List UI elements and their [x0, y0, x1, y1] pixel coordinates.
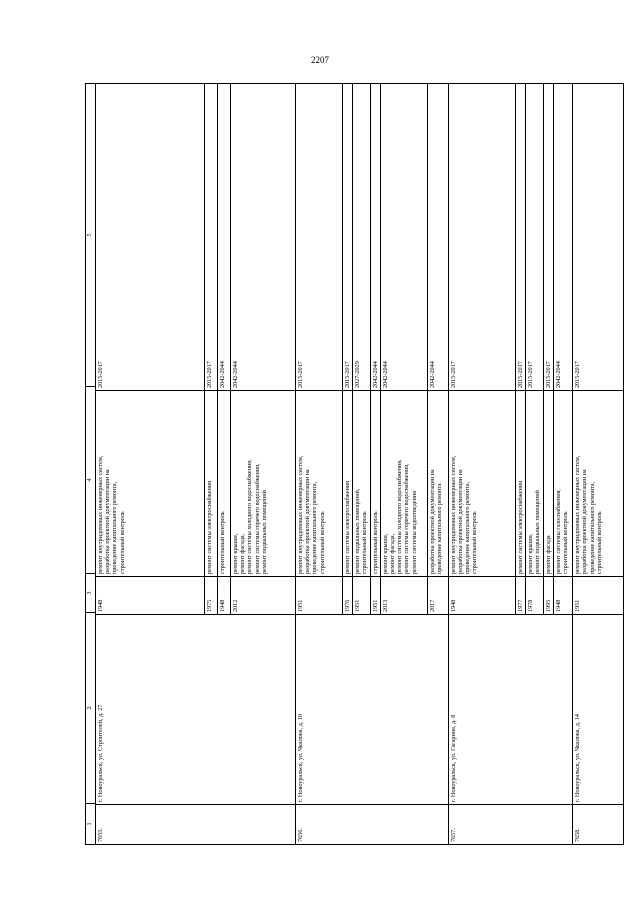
page-number: 2207: [311, 55, 329, 65]
record-address: г. Новоуральск, ул. Гагарина, д. 8: [449, 614, 572, 804]
work-line: разработка проектной документации на: [581, 469, 589, 574]
item-period: 2042-2044: [428, 361, 436, 388]
item-period: 2015-2017: [449, 361, 457, 388]
item-row: [449, 84, 515, 614]
item-row: [96, 84, 204, 614]
item-year: 1951: [296, 576, 342, 614]
item-year: 1948: [449, 576, 515, 614]
record-items: [449, 84, 572, 614]
item-period: 2015-2017: [206, 361, 213, 388]
work-line: ремонт внутридомовых инженерных систем,: [574, 455, 582, 574]
item-row: [525, 84, 543, 614]
work-line: ремонт системы электроснабжения: [344, 481, 351, 574]
table-row: [96, 84, 295, 844]
record-address: г. Новоуральск, ул. Чкалова, д. 10: [296, 614, 448, 804]
work-line: ремонт фасада: [545, 535, 553, 574]
item-work: [205, 390, 217, 576]
item-year: 2017: [428, 576, 448, 614]
item-row: [342, 84, 352, 614]
item-period: 2042-2044: [371, 361, 379, 388]
header-col-4: 4: [86, 386, 95, 573]
item-period: 2042-2044: [381, 361, 389, 388]
work-line: ремонт системы холодного водоснабжения,: [396, 459, 404, 574]
work-line: ремонт подвальных помещений: [534, 490, 542, 574]
item-work: [544, 390, 553, 576]
work-line: ремонт фасада,: [389, 533, 397, 574]
item-period: 2042-2044: [219, 361, 226, 388]
work-line: ремонт системы горячего водоснабжения,: [253, 463, 261, 574]
record-items: [573, 84, 623, 614]
header-col-1: 1: [86, 803, 95, 844]
work-line: строительный контроль: [118, 511, 126, 574]
item-row: [380, 84, 427, 614]
item-year: 1951: [371, 576, 380, 614]
header-col-3: 3: [86, 573, 95, 612]
work-line: разработка проектной документации на: [428, 469, 436, 574]
item-year: 1948: [218, 576, 230, 614]
item-period: 2042-2044: [232, 361, 239, 388]
work-line: разработка проектной документации на: [104, 469, 112, 574]
work-line: ремонт внутридомовых инженерных систем,: [297, 455, 304, 574]
item-year: 1975: [205, 576, 217, 614]
item-year: 1978: [526, 576, 543, 614]
work-line: ремонт крыши,: [381, 533, 389, 574]
work-line: строительный контроль: [318, 511, 326, 574]
record-number: 7655.: [96, 804, 295, 844]
item-work: [516, 390, 525, 576]
work-line: строительный контроль: [361, 511, 369, 574]
item-year: 2012: [231, 576, 295, 614]
repair-schedule-table: [85, 83, 605, 845]
rotated-table-wrapper: [85, 83, 605, 845]
work-line: ремонт крыши,: [527, 533, 535, 574]
work-line: проведение капитального ремонта,: [588, 481, 596, 574]
item-period: 2015-2017: [516, 361, 524, 388]
item-row: [296, 84, 342, 614]
work-line: строительный контроль: [595, 511, 603, 574]
record-items: [96, 84, 295, 614]
item-work: [573, 390, 623, 576]
work-line: ремонт внутридомовых инженерных систем,: [449, 455, 457, 574]
item-period: 2015-2017: [344, 361, 351, 388]
work-line: ремонт системы газоснабжения,: [555, 489, 563, 574]
record-number: 7657.: [449, 804, 572, 844]
item-row: [553, 84, 572, 614]
work-line: ремонт подвальных помещений: [260, 490, 268, 574]
record-address: г. Новоуральск, ул. Чкалова, д. 14: [573, 614, 623, 804]
work-line: ремонт системы горячего водоснабжения,: [403, 463, 411, 574]
item-year: 2013: [381, 576, 427, 614]
item-row: [427, 84, 448, 614]
item-work: [428, 390, 448, 576]
table-row: [448, 84, 572, 844]
item-work: [449, 390, 515, 576]
work-line: проведение капитального ремонта: [436, 483, 444, 574]
work-line: строительный контроль: [371, 511, 379, 574]
table-row: [572, 84, 623, 844]
item-row: [217, 84, 230, 614]
item-work: [554, 390, 572, 576]
work-line: разработка проектной документации на: [457, 469, 465, 574]
item-period: 2015-2017: [97, 361, 104, 388]
work-line: ремонт подвальных помещений,: [354, 488, 362, 574]
table-row: [295, 84, 448, 844]
item-work: [218, 390, 230, 576]
item-row: [352, 84, 369, 614]
header-col-5: 5: [87, 233, 93, 237]
item-year: 1995: [544, 576, 553, 614]
work-line: строительный контроль: [219, 511, 226, 574]
item-work: [353, 390, 369, 576]
item-work: [381, 390, 427, 576]
record-number: 7656.: [296, 804, 448, 844]
item-period: 2015-2017: [527, 361, 535, 388]
record-number: 7658.: [573, 804, 623, 844]
item-year: 1977: [516, 576, 525, 614]
item-year: 1951: [573, 576, 623, 614]
item-period: 2015-2017: [545, 361, 553, 388]
item-work: [526, 390, 543, 576]
record-address: г. Новоуральск, ул. Строителей, д. 27: [96, 614, 295, 804]
item-work: [371, 390, 380, 576]
table-body: [95, 83, 624, 845]
item-work: [231, 390, 295, 576]
work-line: проведение капитального ремонта,: [311, 481, 319, 574]
work-line: строительный контроль: [562, 511, 570, 574]
work-line: проведение капитального ремонта,: [111, 481, 119, 574]
work-line: ремонт системы электроснабжения: [206, 481, 213, 574]
item-row: [370, 84, 380, 614]
item-row: [204, 84, 217, 614]
item-year: 1976: [343, 576, 352, 614]
work-line: проведение капитального ремонта,: [464, 481, 472, 574]
item-period: 2027-2029: [354, 361, 362, 388]
item-work: [343, 390, 352, 576]
work-line: ремонт крыши,: [232, 533, 239, 574]
work-line: ремонт системы электроснабжения: [516, 481, 524, 574]
item-period: 2015-2017: [297, 361, 304, 388]
item-year: 1948: [554, 576, 572, 614]
item-row: [543, 84, 553, 614]
work-line: строительный контроль: [471, 511, 479, 574]
item-period: 2015-2017: [574, 361, 582, 388]
item-row: [230, 84, 295, 614]
work-line: ремонт системы водоотведения: [410, 491, 418, 574]
table-header-row: [85, 83, 95, 845]
work-line: ремонт системы холодного водоснабжения,: [246, 459, 254, 574]
item-row: [515, 84, 525, 614]
record-items: [296, 84, 448, 614]
header-col-2: 2: [86, 612, 95, 803]
item-work: [296, 390, 342, 576]
item-work: [96, 390, 204, 576]
item-year: 1951: [353, 576, 369, 614]
item-period: 2042-2044: [555, 361, 563, 388]
work-line: разработка проектной документации на: [304, 469, 312, 574]
work-line: ремонт внутридомовых инженерных систем,: [97, 455, 104, 574]
item-year: 1948: [96, 576, 204, 614]
item-row: [573, 84, 623, 614]
work-line: ремонт фасада,: [239, 533, 247, 574]
